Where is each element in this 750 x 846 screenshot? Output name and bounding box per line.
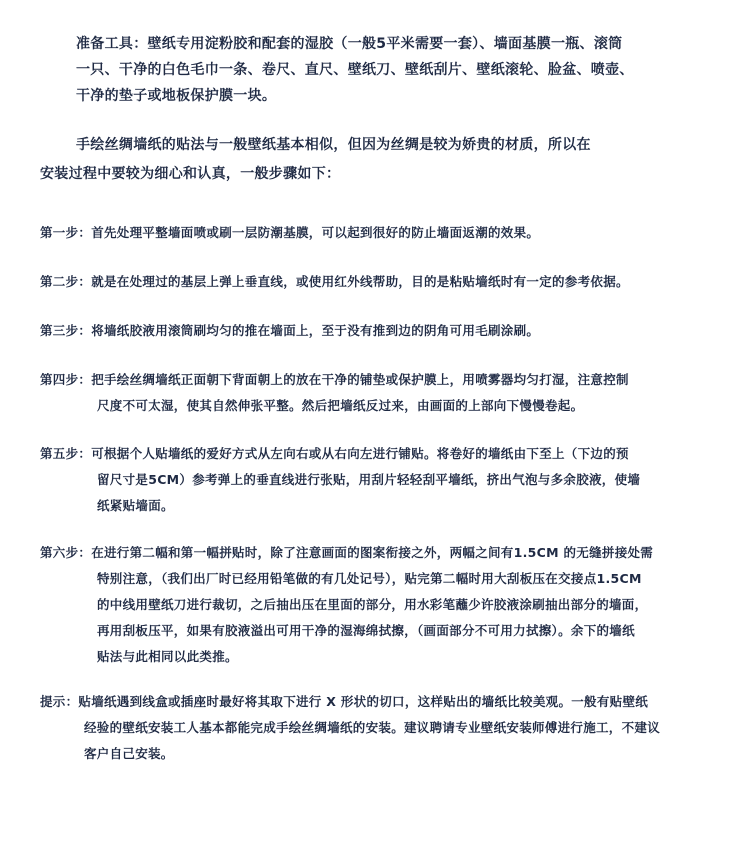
step-2-text: 就是在处理过的基层上弹上垂直线，或使用红外线帮助，目的是粘贴墙纸时有一定的参考依据。 [91,274,629,289]
step-3-text: 将墙纸胶液用滚筒刷均匀的推在墙面上，至于没有推到边的阴角可用毛刷涂刷。 [91,323,540,338]
overview-line-1: 手绘丝绸墙纸的贴法与一般壁纸基本相似，但因为丝绸是较为娇贵的材质，所以在 [76,137,591,153]
step-2-label: 第二步： [40,274,92,289]
step-4-label: 第四步： [40,372,92,387]
step-6-label: 第六步： [40,545,92,560]
step-3-line-1 [40,322,539,340]
step-5-line-2: 留尺寸是5CM）参考弹上的垂直线进行张贴，用刮片轻轻刮平墙纸，挤出气泡与多余胶液，使墙 [97,472,641,487]
step-6-line-2: 特别注意，（我们出厂时已经用铅笔做的有几处记号），贴完第二幅时用大刮板压在交接点1.5CM [97,571,642,586]
step-5-label: 第五步： [40,446,92,461]
tools-line-2: 一只、干净的白色毛巾一条、卷尺、直尺、壁纸刀、壁纸刮片、壁纸滚轮、脸盆、喷壶、 [76,62,634,78]
step-6-line-1 [40,544,653,562]
step-2-line-1 [40,273,629,291]
tip-line-1 [40,693,648,711]
tip-line-3: 客户自己安装。 [84,746,174,761]
step-5-line-1 [40,445,629,463]
tip-label: 提示： [40,694,79,709]
tip-text-1: 贴墙纸遇到线盒或插座时最好将其取下进行 X 形状的切口，这样贴出的墙纸比较美观。一般有贴壁纸 [78,694,649,709]
step-1-label: 第一步： [40,225,92,240]
step-1-text: 首先处理平整墙面喷或刷一层防潮基膜，可以起到很好的防止墙面返潮的效果。 [91,225,540,240]
tools-line-3: 干净的垫子或地板保护膜一块。 [76,88,277,104]
step-5-line-3: 纸紧贴墙面。 [97,498,174,513]
step-1-line-1 [40,224,539,242]
overview-line-2: 安装过程中要较为细心和认真，一般步骤如下： [40,166,341,182]
step-6-line-4: 再用刮板压平，如果有胶液溢出可用干净的湿海绵拭擦，（画面部分不可用力拭擦）。余下的墙纸 [97,623,635,638]
step-4-text-1: 把手绘丝绸墙纸正面朝下背面朝上的放在干净的铺垫或保护膜上，用喷雾器均匀打湿，注意控制 [91,372,629,387]
step-4-line-1 [40,371,629,389]
tools-line-1: 准备工具：壁纸专用淀粉胶和配套的湿胶（一般5平米需要一套）、墙面基膜一瓶、滚筒 [76,36,623,52]
step-4-line-2: 尺度不可太湿，使其自然伸张平整。然后把墙纸反过来，由画面的上部向下慢慢卷起。 [97,398,584,413]
step-3-label: 第三步： [40,323,92,338]
step-6-text-1: 在进行第二幅和第一幅拼贴时，除了注意画面的图案衔接之外，两幅之间有1.5CM 的无缝拼接处需 [91,545,654,560]
tip-line-2: 经验的壁纸安装工人基本都能完成手绘丝绸墙纸的安装。建议聘请专业壁纸安装师傅进行施工，不建议 [84,720,661,735]
step-6-line-3: 的中线用壁纸刀进行裁切，之后抽出压在里面的部分，用水彩笔蘸少许胶液涂刷抽出部分的墙面， [97,597,648,612]
step-5-text-1: 可根据个人贴墙纸的爱好方式从左向右或从右向左进行铺贴。将卷好的墙纸由下至上（下边的预 [91,446,629,461]
step-6-line-5: 贴法与此相同以此类推。 [97,649,238,664]
